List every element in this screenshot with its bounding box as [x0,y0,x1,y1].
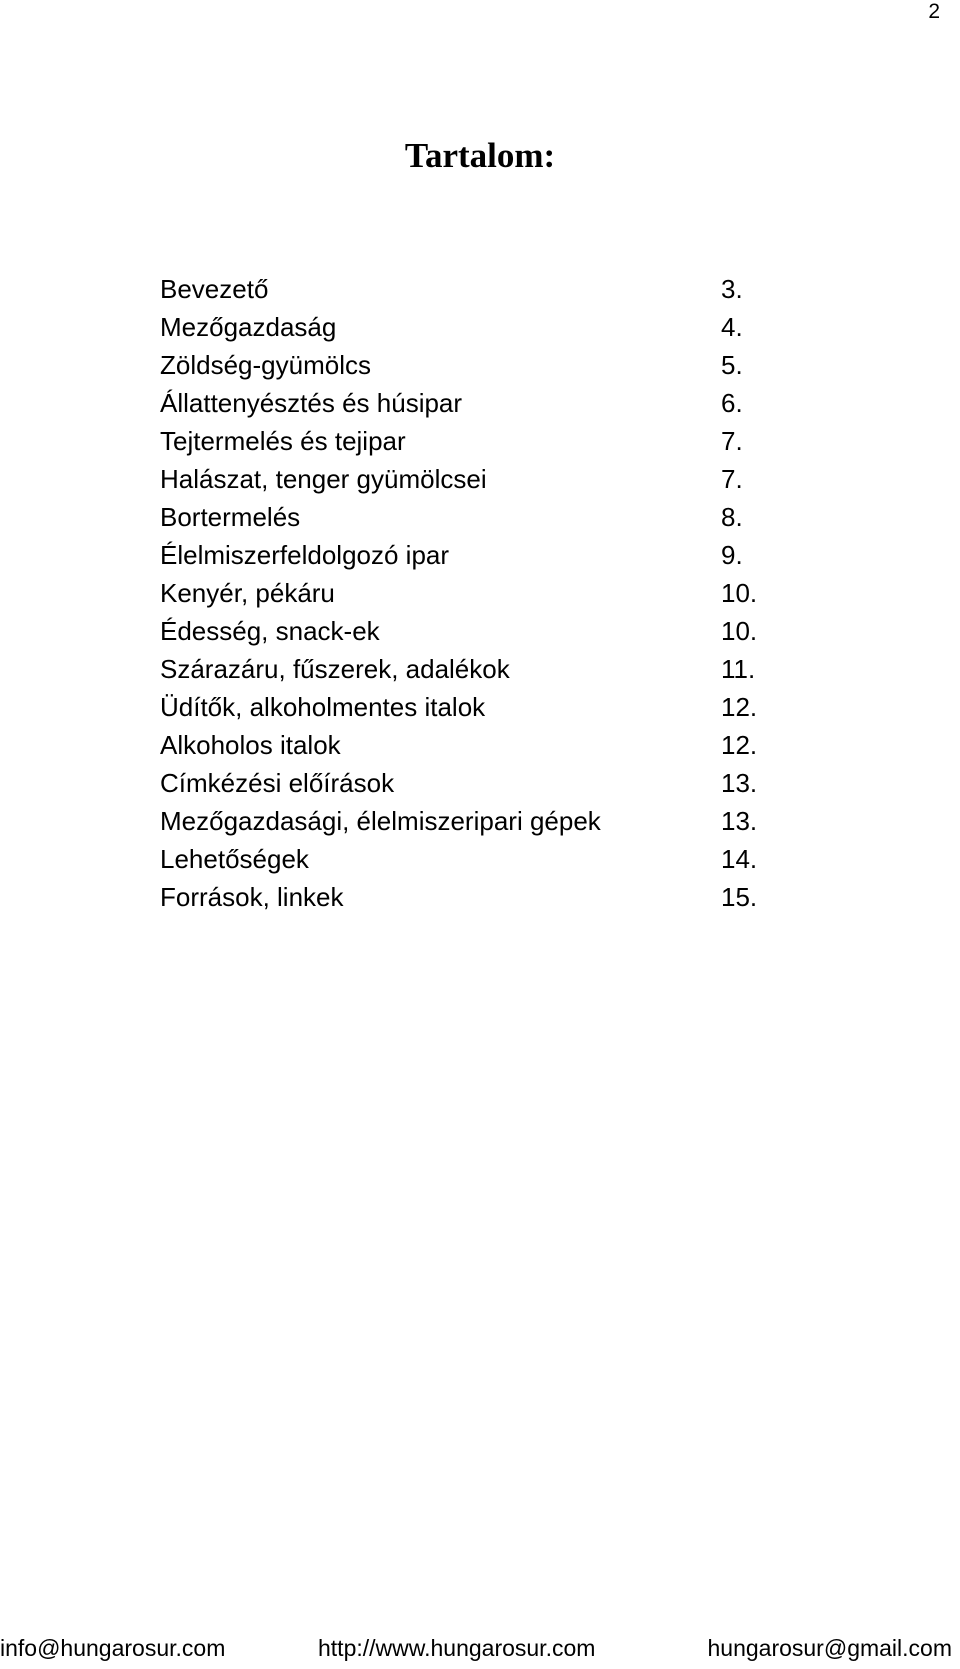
toc-entry [160,498,760,536]
footer-gmail-link[interactable]: hungarosur@gmail.com [707,1635,952,1661]
toc-entry-page: 8. [721,502,743,532]
toc-entry [160,536,760,574]
page-title: Tartalom: [404,136,556,175]
toc-entry-page: 11. [721,654,756,684]
toc-entry-title: Üdítők, alkoholmentes italok [160,692,486,722]
toc-entry-title: Halászat, tenger gyümölcsei [160,464,487,494]
toc-entry-title: Tejtermelés és tejipar [160,426,406,456]
toc-entry-title: Lehetőségek [160,844,309,874]
toc-entry-page: 13. [721,768,758,798]
toc-entry-page: 3. [721,274,743,304]
toc-entry-page: 10. [721,616,758,646]
table-of-contents [160,270,760,916]
toc-entry-title: Bortermelés [160,502,301,532]
toc-entry-title: Zöldség-gyümölcs [160,350,371,380]
toc-entry [160,878,760,916]
toc-entry [160,840,760,878]
footer-website-link[interactable]: http://www.hungarosur.com [318,1635,596,1661]
toc-entry [160,688,760,726]
toc-entry [160,726,760,764]
toc-entry-page: 13. [721,806,758,836]
toc-entry [160,612,760,650]
toc-entry-page: 15. [721,882,758,912]
toc-entry [160,422,760,460]
toc-entry-title: Kenyér, pékáru [160,578,335,608]
toc-entry [160,384,760,422]
toc-entry-title: Bevezető [160,274,269,304]
footer [0,1628,960,1668]
toc-entry-page: 12. [721,692,758,722]
toc-entry-page: 7. [721,464,743,494]
toc-entry-page: 14. [721,844,758,874]
toc-entry-title: Élelmiszerfeldolgozó ipar [160,540,450,570]
toc-entry-title: Címkézési előírások [160,768,395,798]
toc-entry-title: Édesség, snack-ek [160,616,380,646]
toc-entry-title: Alkoholos italok [160,730,341,760]
toc-entry-page: 5. [721,350,743,380]
page-number: 2 [928,0,940,23]
toc-entry-page: 6. [721,388,743,418]
toc-entry [160,764,760,802]
toc-entry [160,460,760,498]
toc-entry [160,308,760,346]
toc-entry-title: Mezőgazdasági, élelmiszeripari gépek [160,806,601,836]
toc-entry-title: Szárazáru, fűszerek, adalékok [160,654,510,684]
toc-entry [160,574,760,612]
toc-entry-page: 7. [721,426,743,456]
toc-entry-page: 9. [721,540,743,570]
toc-entry-page: 12. [721,730,758,760]
toc-entry-title: Állattenyésztés és húsipar [160,388,463,418]
toc-entry [160,802,760,840]
toc-entry-page: 10. [721,578,758,608]
toc-entry-title: Források, linkek [160,882,344,912]
toc-entry [160,650,760,688]
toc-entry [160,346,760,384]
toc-entry-page: 4. [721,312,743,342]
toc-entry-title: Mezőgazdaság [160,312,337,342]
footer-email-link[interactable]: info@hungarosur.com [0,1635,226,1661]
toc-entry [160,270,760,308]
